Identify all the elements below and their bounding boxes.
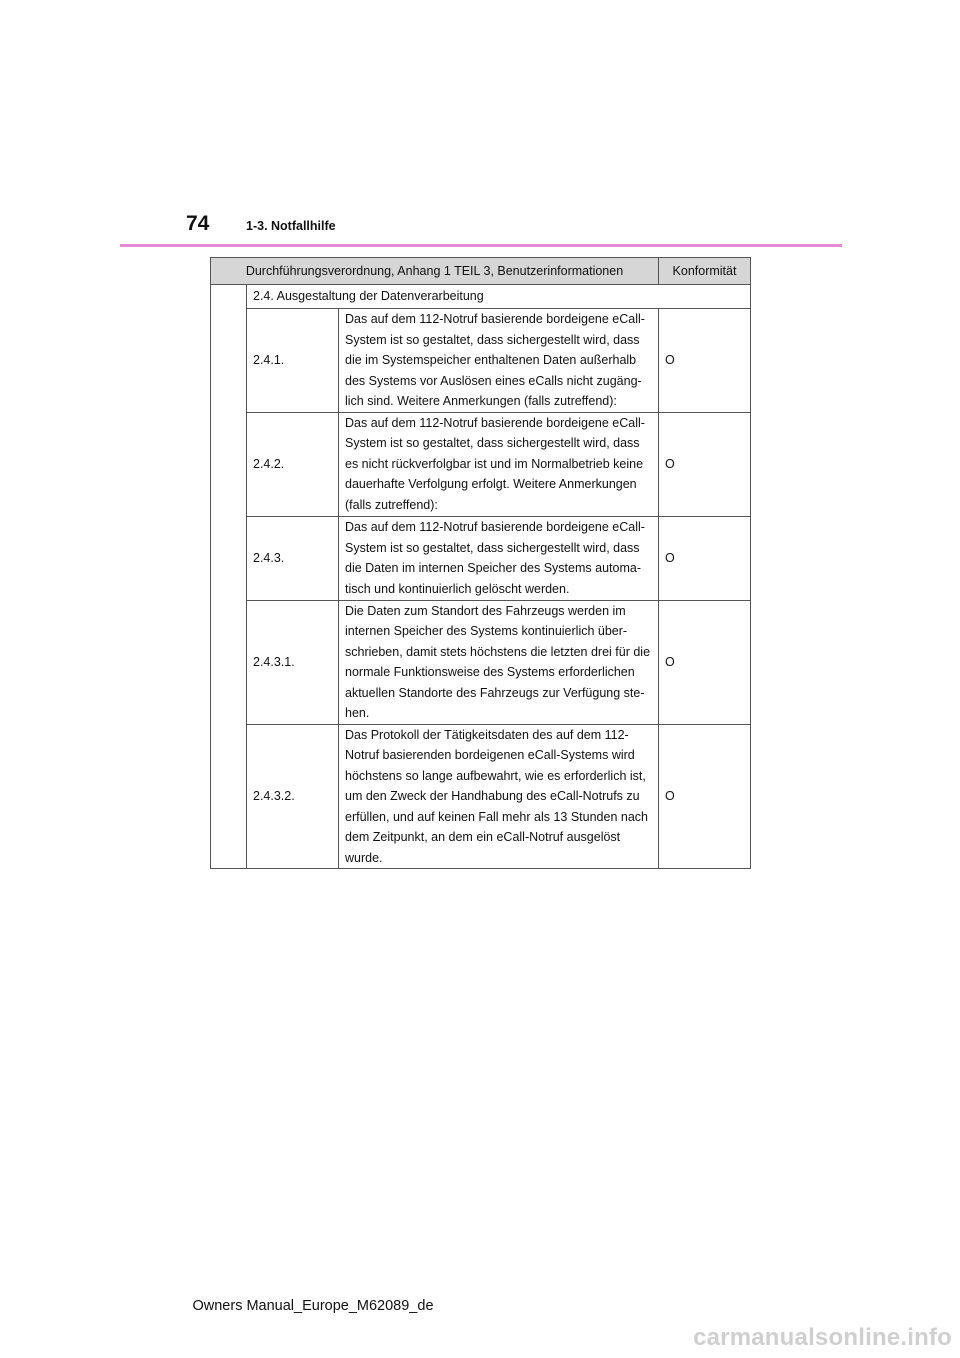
table-row (211, 600, 751, 724)
footer-document-name: Owners Manual_Europe_M62089_de (192, 1298, 434, 1314)
table-row (211, 724, 751, 869)
row-conformity: O (659, 309, 751, 413)
watermark: carmanualsonline.info (693, 1324, 952, 1351)
group-title: 2.4. Ausgestaltung der Datenverarbeitung (247, 285, 751, 309)
row-description: Die Daten zum Standort des Fahrzeugs werden im internen Speicher des Systems kontinuierlich über-schrieben, damit stets höchstens die letzten drei für die normale Funktionsweise des Systems erforderlichen aktuellen Standorte des Fahrzeugs zur Verfügung ste-hen. (339, 600, 659, 724)
column-header-regulation: Durchführungsverordnung, Anhang 1 TEIL 3, Benutzerinformationen (211, 258, 659, 285)
row-conformity: O (659, 516, 751, 600)
row-conformity: O (659, 600, 751, 724)
row-reference: 2.4.1. (247, 309, 339, 413)
page-number: 74 (186, 212, 210, 235)
table-row (211, 309, 751, 413)
row-reference: 2.4.3.2. (247, 724, 339, 869)
table-row (211, 412, 751, 516)
row-reference: 2.4.3. (247, 516, 339, 600)
row-reference: 2.4.2. (247, 412, 339, 516)
row-description: Das auf dem 112-Notruf basierende bordeigene eCall-System ist so gestaltet, dass sichergestellt wird, dass die im Systemspeicher enthaltenen Daten außerhalb des Systems vor Auslösen eines eCalls nicht zugäng-lich sind. Weitere Anmerkungen (falls zutreffend): (339, 309, 659, 413)
row-conformity: O (659, 412, 751, 516)
header-rule (120, 244, 842, 247)
column-header-conformity: Konformität (659, 258, 751, 285)
table-row (211, 516, 751, 600)
row-description: Das Protokoll der Tätigkeitsdaten des auf dem 112-Notruf basierenden bordeigenen eCall-Systems wird höchstens so lange aufbewahrt, wie es erforderlich ist, um den Zweck der Handhabung des eCall-Notrufs zu erfüllen, und auf keinen Fall mehr als 13 Stunden nach dem Zeitpunkt, an dem ein eCall-Notruf ausgelöst wurde. (339, 724, 659, 869)
section-title: 1-3. Notfallhilfe (246, 219, 336, 233)
table-header-row (211, 258, 751, 285)
row-conformity: O (659, 724, 751, 869)
row-description: Das auf dem 112-Notruf basierende bordeigene eCall-System ist so gestaltet, dass sichergestellt wird, dass es nicht rückverfolgbar ist und im Normalbetrieb keine dauerhafte Verfolgung erfolgt. Weitere Anmerkungen (falls zutreffend): (339, 412, 659, 516)
conformity-table (210, 257, 751, 869)
indent-cell (211, 285, 247, 869)
group-title-row (211, 285, 751, 309)
row-reference: 2.4.3.1. (247, 600, 339, 724)
row-description: Das auf dem 112-Notruf basierende bordeigene eCall-System ist so gestaltet, dass sichergestellt wird, dass die Daten im internen Speicher des Systems automa-tisch und kontinuierlich gelöscht werden. (339, 516, 659, 600)
